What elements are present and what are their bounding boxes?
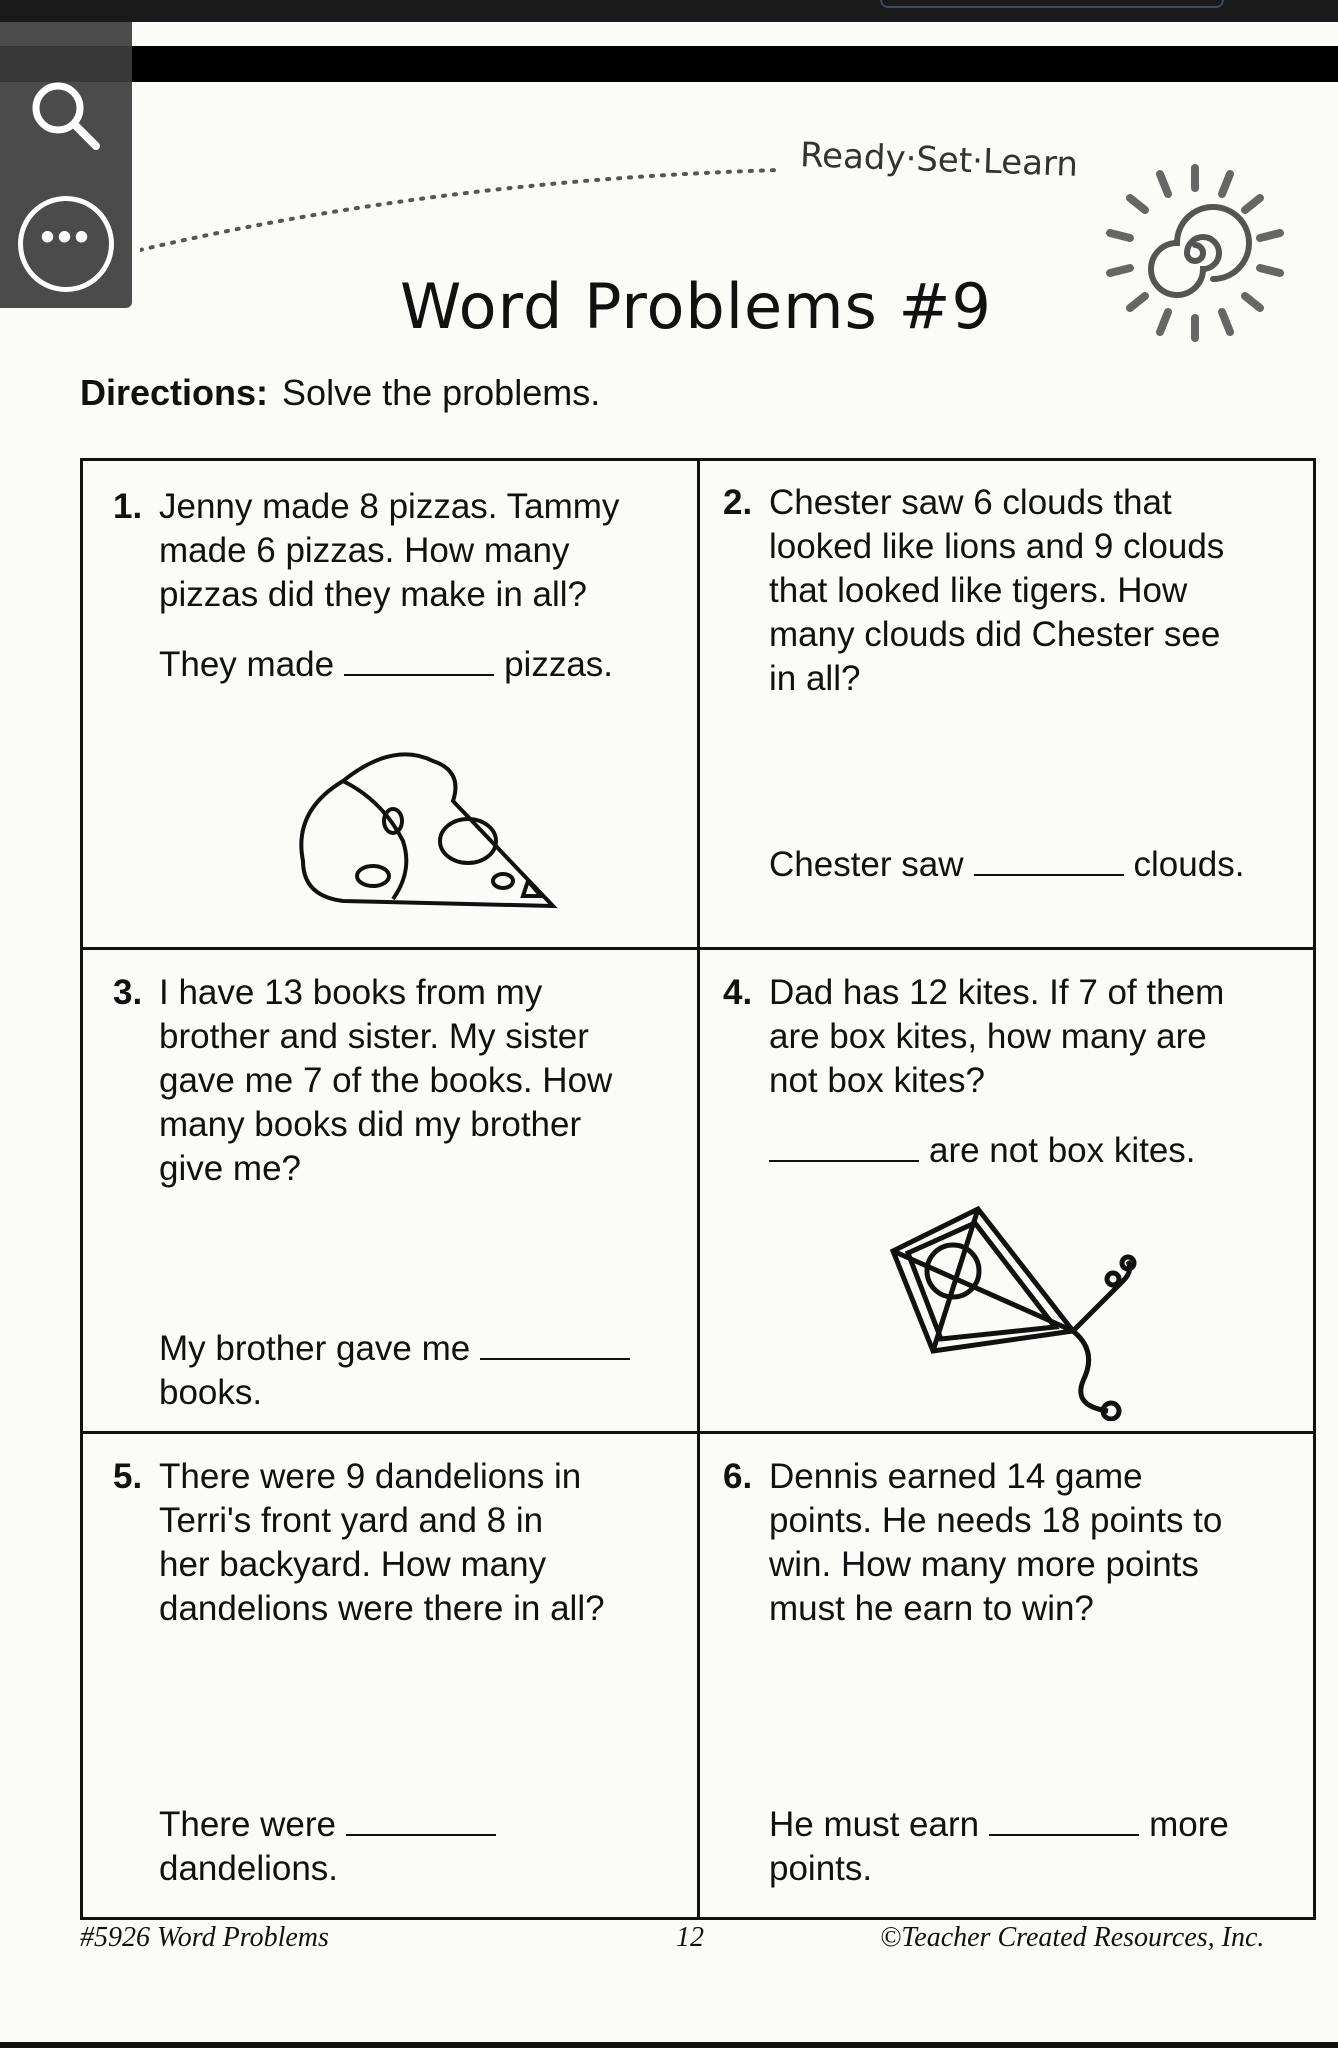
page-title: Word Problems #9: [400, 270, 992, 343]
answer-after: are not box kites.: [929, 1131, 1196, 1170]
answer-before: My brother gave me: [159, 1329, 471, 1368]
problems-grid: [80, 458, 1316, 1920]
answer-line: [769, 1803, 1303, 1847]
answer-line: [159, 1327, 683, 1371]
problem-2: [723, 481, 1303, 887]
answer-after: dandelions.: [159, 1849, 339, 1888]
problem-line: must he earn to win?: [769, 1589, 1094, 1628]
footer-left: #5926 Word Problems: [80, 1922, 329, 1953]
problem-line: in all?: [769, 659, 861, 698]
answer-before: Chester saw: [769, 845, 964, 884]
page-edge-shadow: [0, 46, 1338, 82]
problem-1: [113, 485, 683, 687]
problem-line: brother and sister. My sister: [159, 1017, 589, 1056]
answer-after-1: more: [1149, 1805, 1229, 1844]
problem-line: gave me 7 of the books. How: [159, 1061, 613, 1100]
answer-line: [159, 643, 683, 687]
grid-divider-vertical: [697, 461, 700, 1917]
problem-line: I have 13 books from my: [159, 973, 543, 1012]
problem-line: pizzas did they make in all?: [159, 575, 587, 614]
problem-4: [723, 971, 1303, 1173]
answer-blank[interactable]: [989, 1834, 1139, 1836]
problem-line: many clouds did Chester see: [769, 615, 1221, 654]
problem-line: dandelions were there in all?: [159, 1589, 605, 1628]
grid-divider-row-1: [83, 947, 1313, 950]
search-icon: [26, 76, 106, 156]
directions: [80, 372, 600, 414]
answer-before: They made: [159, 645, 335, 684]
answer-after: pizzas.: [504, 645, 614, 684]
problem-line: Chester saw 6 clouds that: [769, 483, 1172, 522]
problem-line: looked like lions and 9 clouds: [769, 527, 1225, 566]
notch: [880, 0, 1224, 8]
problem-line: give me?: [159, 1149, 302, 1188]
problem-line: not box kites?: [769, 1061, 985, 1100]
brand-label: Ready·Set·Learn: [799, 135, 1079, 185]
dotted-swoosh: [140, 140, 780, 260]
problem-line: made 6 pizzas. How many: [159, 531, 570, 570]
answer-blank[interactable]: [346, 1834, 496, 1836]
problem-line: There were 9 dandelions in: [159, 1457, 582, 1496]
problem-line: many books did my brother: [159, 1105, 582, 1144]
problem-line: points. He needs 18 points to: [769, 1501, 1223, 1540]
problem-line: win. How many more points: [769, 1545, 1199, 1584]
answer-after: clouds.: [1133, 845, 1245, 884]
more-button[interactable]: [18, 196, 114, 292]
box-kite-picture: [883, 1201, 1223, 1421]
problem-line: her backyard. How many: [159, 1545, 547, 1584]
problem-5: [113, 1455, 683, 1891]
search-button[interactable]: [18, 68, 114, 164]
problem-line: Terri's front yard and 8 in: [159, 1501, 544, 1540]
directions-label: Directions:: [80, 372, 269, 413]
answer-line: [769, 1129, 1303, 1173]
page-number: 12: [676, 1922, 704, 1953]
problem-number: 3.: [113, 973, 143, 1012]
answer-line: [159, 1803, 683, 1847]
problem-number: 4.: [723, 973, 753, 1012]
pizza-slice-picture: [283, 741, 563, 921]
problem-number: 5.: [113, 1457, 143, 1496]
answer-blank[interactable]: [769, 1160, 919, 1162]
footer-right: ©Teacher Created Resources, Inc.: [880, 1922, 1265, 1953]
problem-3: [113, 971, 683, 1415]
answer-blank[interactable]: [480, 1358, 630, 1360]
answer-blank[interactable]: [344, 674, 494, 676]
answer-before: There were: [159, 1805, 337, 1844]
problem-6: [723, 1455, 1303, 1891]
directions-text: Solve the problems.: [282, 372, 601, 413]
sun-spiral-logo: [1090, 148, 1300, 358]
problem-line: Dad has 12 kites. If 7 of them: [769, 973, 1225, 1012]
answer-line: [769, 843, 1303, 887]
problem-line: are box kites, how many are: [769, 1017, 1207, 1056]
more-icon: •••: [40, 214, 92, 259]
problem-line: Jenny made 8 pizzas. Tammy: [159, 487, 620, 526]
status-bar: [0, 0, 1338, 22]
answer-before: He must earn: [769, 1805, 980, 1844]
grid-divider-row-2: [83, 1431, 1313, 1434]
problem-line: that looked like tigers. How: [769, 571, 1188, 610]
problem-number: 1.: [113, 487, 143, 526]
answer-after: points.: [769, 1849, 873, 1888]
problem-number: 6.: [723, 1457, 753, 1496]
problem-line: Dennis earned 14 game: [769, 1457, 1143, 1496]
answer-blank[interactable]: [974, 874, 1124, 876]
problem-number: 2.: [723, 483, 753, 522]
viewer-overlay-panel: [0, 22, 132, 308]
answer-after: books.: [159, 1373, 263, 1412]
